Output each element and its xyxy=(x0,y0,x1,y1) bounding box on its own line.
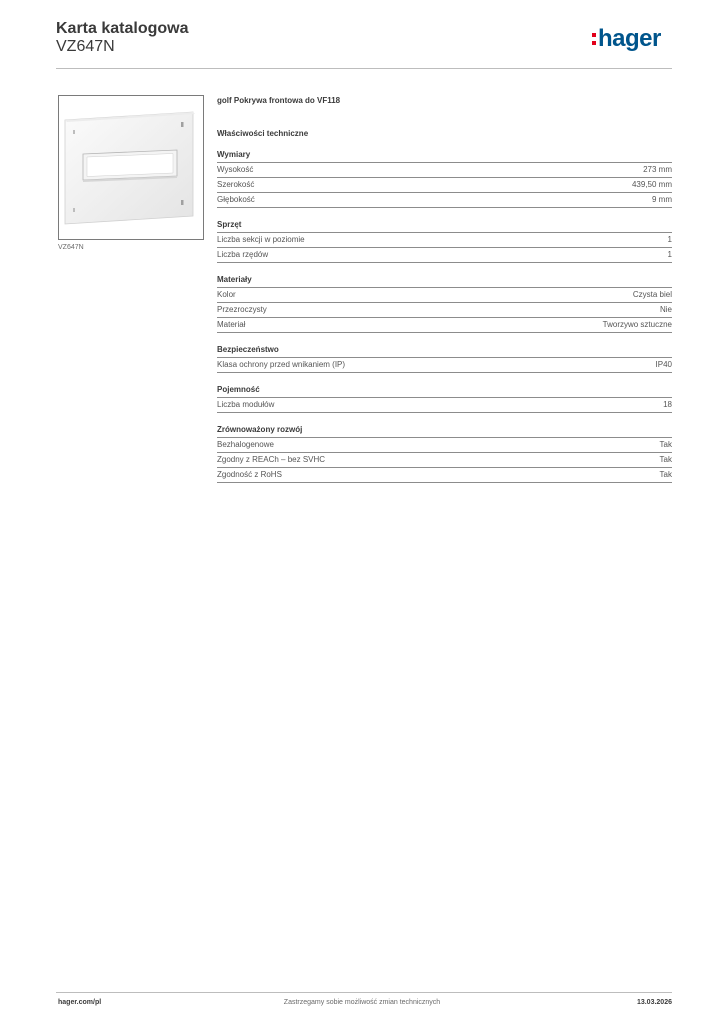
spec-group-dimensions xyxy=(217,150,672,208)
spec-label: Głębokość xyxy=(217,195,255,204)
logo-text: hager xyxy=(598,25,661,52)
product-image xyxy=(58,95,204,240)
spec-label: Przezroczysty xyxy=(217,305,267,314)
product-name: golf Pokrywa frontowa do VF118 xyxy=(217,96,341,105)
spec-label: Materiał xyxy=(217,320,246,329)
spec-value: 439,50 mm xyxy=(631,180,672,189)
spec-row xyxy=(217,163,672,178)
spec-value: 1 xyxy=(667,250,672,259)
properties-title: Właściwości techniczne xyxy=(217,129,309,138)
group-title: Wymiary xyxy=(217,150,672,163)
spec-row xyxy=(217,248,672,263)
spec-value: Tak xyxy=(659,470,672,479)
spec-value: Nie xyxy=(659,305,672,314)
spec-value: 273 mm xyxy=(643,165,672,174)
group-title: Zrównoważony rozwój xyxy=(217,425,672,438)
spec-label: Kolor xyxy=(217,290,236,299)
hager-logo xyxy=(592,26,661,52)
spec-label: Klasa ochrony przed wnikaniem (IP) xyxy=(217,360,346,369)
spec-row xyxy=(217,468,672,483)
spec-row xyxy=(217,438,672,453)
spec-value: IP40 xyxy=(655,360,672,369)
spec-row xyxy=(217,233,672,248)
spec-group-capacity xyxy=(217,385,672,413)
footer-website-link[interactable]: hager.com/pl xyxy=(58,999,102,1006)
group-title: Pojemność xyxy=(217,385,672,398)
spec-row xyxy=(217,318,672,333)
spec-label: Liczba sekcji w poziomie xyxy=(217,235,305,244)
product-code: VZ647N xyxy=(56,38,115,55)
spec-row xyxy=(217,398,672,413)
footer-divider xyxy=(56,992,672,993)
group-title: Materiały xyxy=(217,275,672,288)
spec-row xyxy=(217,453,672,468)
spec-label: Szerokość xyxy=(217,180,255,189)
footer-disclaimer: Zastrzegamy sobie możliwość zmian technicznych xyxy=(283,999,441,1006)
spec-row xyxy=(217,178,672,193)
spec-group-equipment xyxy=(217,220,672,263)
spec-row xyxy=(217,358,672,373)
spec-label: Liczba rzędów xyxy=(217,250,269,259)
spec-value: 9 mm xyxy=(652,195,672,204)
spec-group-safety xyxy=(217,345,672,373)
spec-value: 18 xyxy=(663,400,672,409)
group-title: Bezpieczeństwo xyxy=(217,345,672,358)
footer-date: 13.03.2026 xyxy=(636,999,672,1006)
spec-value: Tak xyxy=(659,440,672,449)
spec-group-materials xyxy=(217,275,672,333)
spec-group-sustainability xyxy=(217,425,672,483)
spec-label: Liczba modułów xyxy=(217,400,275,409)
spec-label: Bezhalogenowe xyxy=(217,440,274,449)
front-cover-image xyxy=(59,96,203,239)
spec-value: Czysta biel xyxy=(632,290,672,299)
header-divider xyxy=(56,68,672,69)
spec-label: Zgodny z REACh – bez SVHC xyxy=(217,455,326,464)
page-title: Karta katalogowa xyxy=(56,20,189,37)
spec-label: Zgodność z RoHS xyxy=(217,470,282,479)
image-caption: VZ647N xyxy=(58,244,84,251)
group-title: Sprzęt xyxy=(217,220,672,233)
logo-dots-icon xyxy=(592,33,596,45)
spec-row xyxy=(217,303,672,318)
spec-value: 1 xyxy=(667,235,672,244)
spec-row xyxy=(217,193,672,208)
spec-value: Tworzywo sztuczne xyxy=(602,320,672,329)
spec-value: Tak xyxy=(659,455,672,464)
spec-label: Wysokość xyxy=(217,165,254,174)
spec-section xyxy=(217,96,672,483)
spec-row xyxy=(217,288,672,303)
